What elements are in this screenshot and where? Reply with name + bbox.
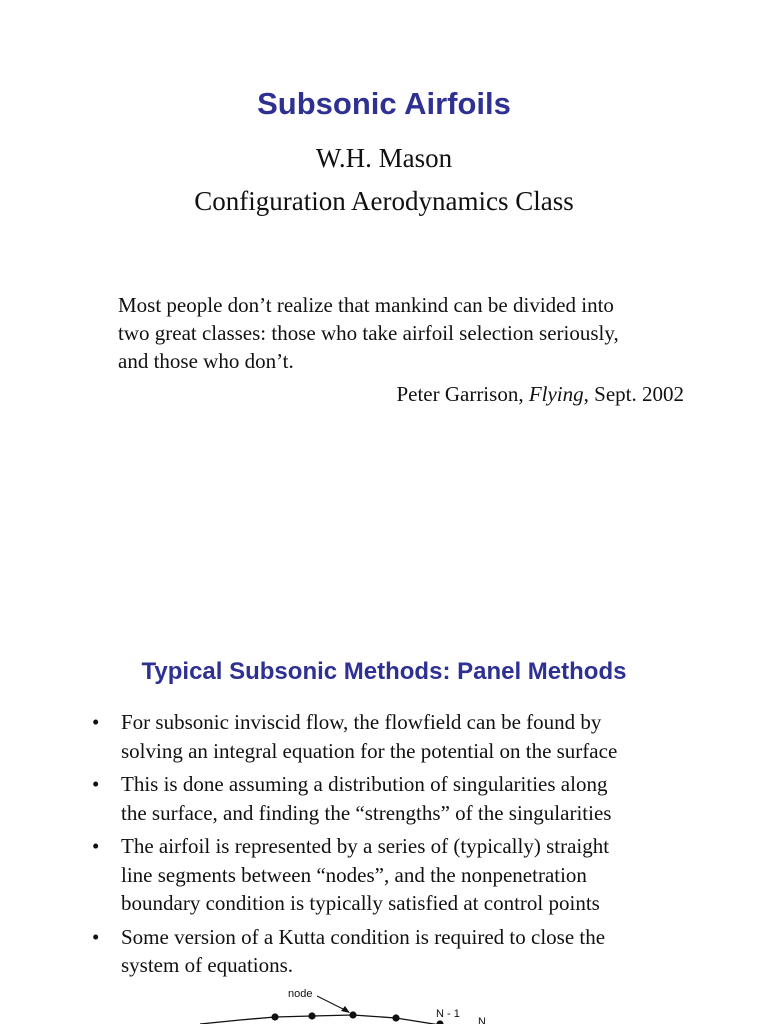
- list-item-line: system of equations.: [121, 953, 294, 977]
- list-item: [92, 923, 692, 980]
- node-n-label: N: [478, 1016, 486, 1024]
- panel-node-dot: [349, 1011, 356, 1018]
- panel-node-dot: [392, 1014, 399, 1021]
- quote-line: two great classes: those who take airfoil selection seriously,: [118, 321, 619, 345]
- list-item-line: Some version of a Kutta condition is required to close the: [121, 924, 606, 949]
- bullet-icon: •: [92, 924, 100, 949]
- airfoil-surface-line: [200, 1015, 440, 1024]
- node-n-minus-1-label: N - 1: [436, 1008, 460, 1020]
- quote-publication: Flying: [528, 382, 584, 406]
- node-label: node: [288, 988, 313, 1000]
- course-name: Configuration Aerodynamics Class: [194, 186, 574, 216]
- list-item-line: solving an integral equation for the potential on the surface: [121, 738, 618, 763]
- list-item: [92, 832, 692, 918]
- quote-date: , Sept. 2002: [583, 382, 684, 406]
- list-item-line: The airfoil is represented by a series of (typically) straight: [121, 834, 610, 858]
- author-name: W.H. Mason: [315, 143, 453, 173]
- list-item-line: boundary condition is typically satisfied at control points: [121, 891, 600, 915]
- node-pointer-arrow: [317, 996, 347, 1011]
- bullet-icon: •: [92, 710, 100, 734]
- epigraph-quote: [118, 291, 698, 375]
- panel-airfoil-diagram: [200, 980, 520, 1024]
- quote-line: Most people don’t realize that mankind can be divided into: [118, 293, 614, 317]
- panel-node-dot: [436, 1020, 443, 1024]
- bullet-list: [92, 708, 692, 985]
- quote-line: and those who don’t.: [118, 349, 294, 373]
- quote-attribution: [396, 382, 684, 407]
- list-item: [92, 708, 692, 765]
- section-title: Typical Subsonic Methods: Panel Methods: [141, 658, 627, 685]
- list-item: [92, 770, 692, 827]
- bullet-icon: •: [92, 834, 100, 858]
- page-title: Subsonic Airfoils: [257, 86, 511, 121]
- panel-node-dot: [271, 1013, 278, 1020]
- arrowhead-icon: [341, 1006, 350, 1013]
- list-item-line: line segments between “nodes”, and the nonpenetration: [121, 862, 587, 887]
- bullet-icon: •: [92, 772, 100, 796]
- panel-node-dot: [308, 1012, 315, 1019]
- list-item-line: This is done assuming a distribution of singularities along: [121, 772, 608, 796]
- list-item-line: the surface, and finding the “strengths” of the singularities: [121, 800, 612, 825]
- quote-author: Peter Garrison,: [396, 382, 524, 406]
- list-item-line: For subsonic inviscid flow, the flowfield can be found by: [121, 710, 602, 734]
